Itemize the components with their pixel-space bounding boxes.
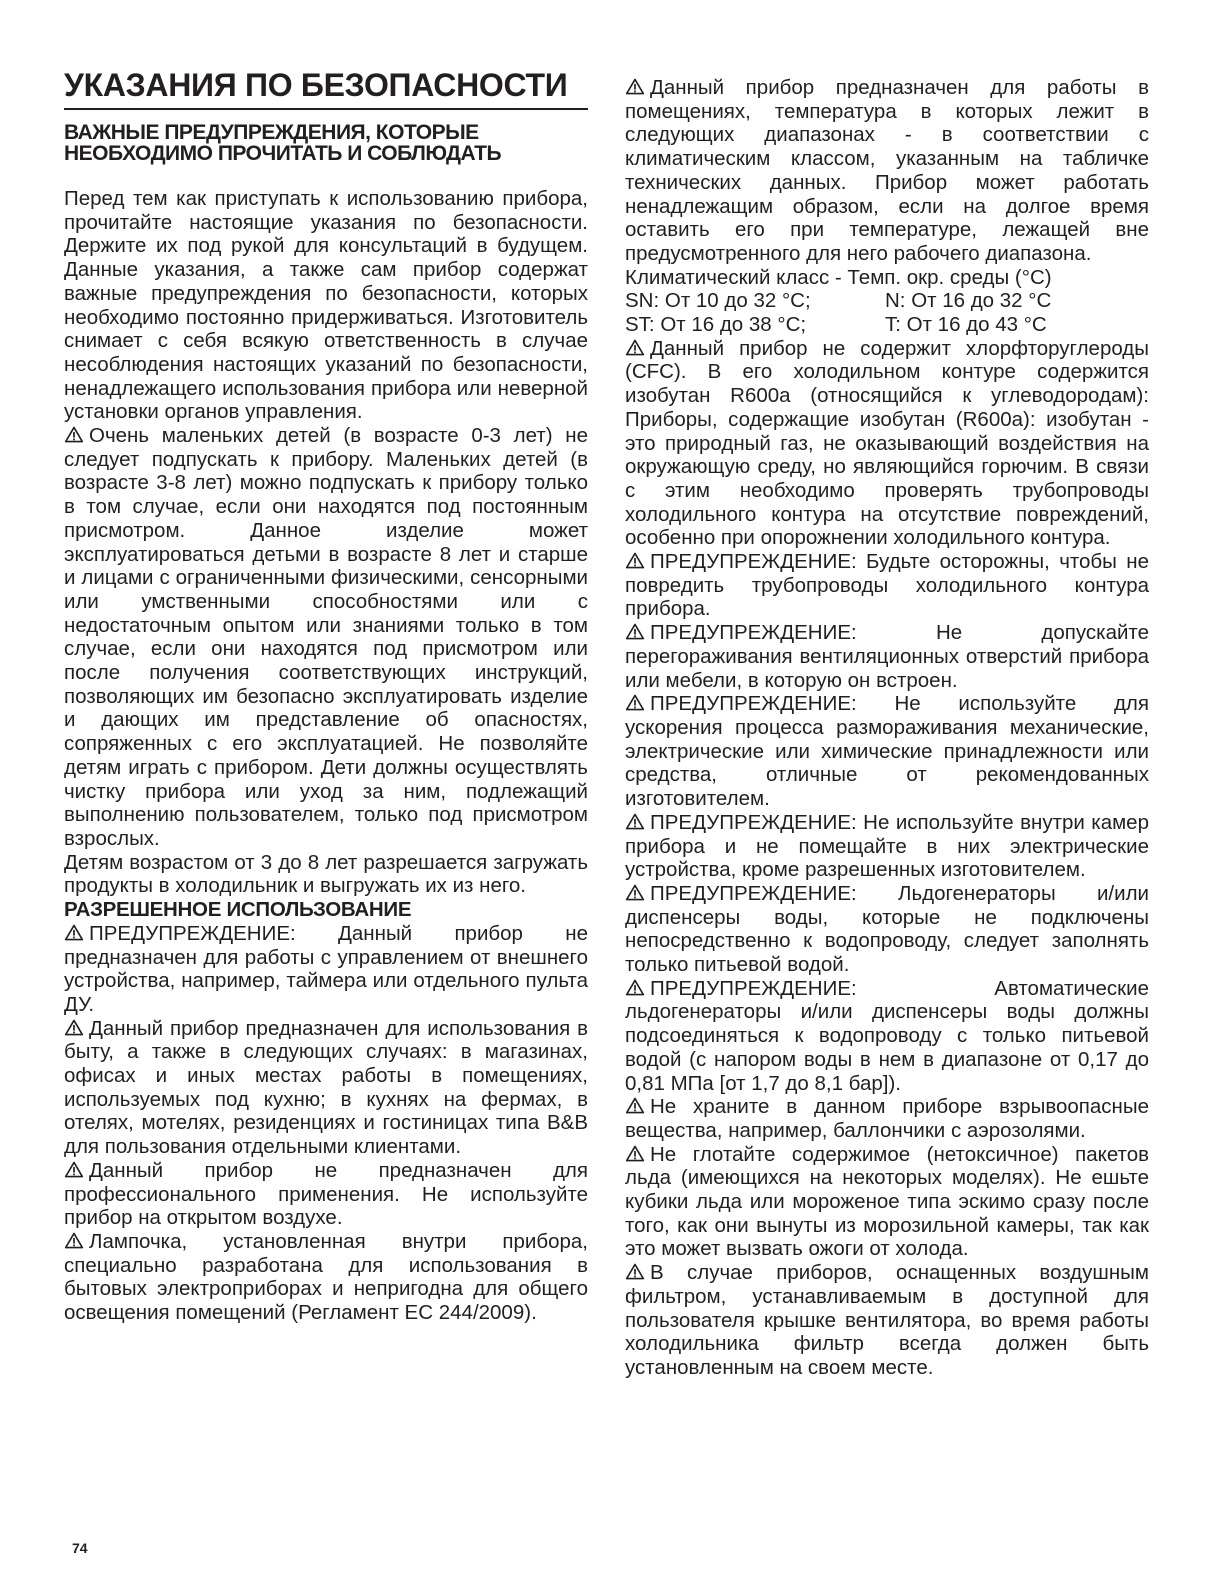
paragraph-warn-ice-makers: ПРЕДУПРЕЖДЕНИЕ: Льдогенераторы и/или диспенсеры воды, которые не подключены непосредственно к водопроводу, следует заполнять только питьевой водой. (625, 881, 1149, 977)
paragraph-warn-electric: ПРЕДУПРЕЖДЕНИЕ: Не используйте внутри камер прибора и не помещайте в них электрические устройства, кроме разрешенных изготовителем. (625, 810, 1149, 882)
paragraph-warn-vents: ПРЕДУПРЕЖДЕНИЕ: Не допускайте перегораживания вентиляционных отверстий прибора или мебели, в которую он встроен. (625, 621, 1149, 692)
warning-icon (625, 339, 645, 356)
climate-class-t: T: От 16 до 43 °C (885, 313, 1047, 337)
paragraph-household: Данный прибор предназначен для использования в быту, а также в следующих случаях: в магазинах, офисах и иных местах работы в помещениях, используемых под кухню; в кухнях на фермах, в отелях, мотелях, резиденциях и гостиницах типа B&B для пользования отдельными клиентами. (64, 1016, 588, 1159)
warning-icon (625, 1263, 645, 1280)
warning-icon (64, 1232, 84, 1249)
paragraph-children-load: Детям возрастом от 3 до 8 лет разрешается загружать продукты в холодильник и выгружать их из него. (64, 850, 588, 898)
warning-icon (625, 1097, 645, 1114)
paragraph-ice-packs: Не глотайте содержимое (нетоксичное) пакетов льда (имеющихся на некоторых моделях). Не ешьте кубики льда или мороженое типа эскимо сразу после того, как они вынуты из морозильной камеры, так как это может вызвать ожоги от холода. (625, 1142, 1149, 1261)
climate-class-header: Климатический класс - Темп. окр. среды (°C) (625, 265, 1052, 289)
climate-class-row (625, 313, 1149, 337)
paragraph-warn-timer: ПРЕДУПРЕЖДЕНИЕ: Данный прибор не предназначен для работы с управлением от внешнего устройства, например, таймера или отдельного пульта ДУ. (64, 921, 588, 1016)
climate-class-row (625, 289, 1149, 313)
warning-icon (625, 552, 645, 569)
paragraph-children: Очень маленьких детей (в возрасте 0-3 лет) не следует подпускать к прибору. Маленьких детей (в возрасте 3-8 лет) можно подпускать к прибору только в том случае, если они находятся под постоянным присмотром. Данное изделие может эксплуатироваться детьми в возрасте 8 лет и старше и лицами с ограниченными физическими, сенсорными или умственными способностями или с недостаточным опытом или знаниями только в том случае, если они находятся под присмотром или после получения соответствующих инструкций, позволяющих им безопасно эксплуатировать изделие и дающих им представление об опасностях, сопряженных с его эксплуатацией. Не позволяйте детям играть с прибором. Дети должны осуществлять чистку прибора или уход за ним, подлежащий выполнению пользователем, только под присмотром взрослых. (64, 424, 588, 850)
paragraph-warn-pipes: ПРЕДУПРЕЖДЕНИЕ: Будьте осторожны, чтобы не повредить трубопроводы холодильного контура прибора. (625, 550, 1149, 621)
page-number: 74 (72, 1540, 88, 1556)
warning-icon (625, 813, 645, 830)
warning-icon (625, 884, 645, 901)
paragraph-isobutane: Данный прибор не содержит хлорфторуглероды (CFC). В его холодильном контуре содержится изобутан R600a (относящийся к углеводородам): Приборы, содержащие изобутан (R600a): изобутан - это природный газ, не оказывающий воздействия на окружающую среду, но являющийся горючим. В связи с этим необходимо проверять трубопроводы холодильного контура на отсутствие повреждений, особенно при опорожнении холодильного контура. (625, 336, 1149, 550)
climate-class-table (625, 266, 1149, 337)
climate-class-n: N: От 16 до 32 °C (885, 289, 1052, 313)
paragraph-explosive: Не храните в данном приборе взрывоопасные вещества, например, баллончики с аэрозолями. (625, 1095, 1149, 1142)
paragraph-intro: Перед тем как приступать к использованию прибора, прочитайте настоящие указания по безопасности. Держите их под рукой для консультаций в будущем. Данные указания, а также сам прибор содержат важные предупреждения по безопасности, которых необходимо постоянно придерживаться. Изготовитель снимает с себя всякую ответственность в случае несоблюдения настоящих указаний по безопасности, ненадлежащего использования прибора или неверной установки органов управления. (64, 187, 588, 424)
paragraph-warn-auto-ice: ПРЕДУПРЕЖДЕНИЕ: Автоматические льдогенераторы и/или диспенсеры воды должны подсоединяться к водопроводу с только питьевой водой (с напором воды в нем в диапазоне от 0,17 до 0,81 МПа [от 1,7 до 8,1 бар]). (625, 976, 1149, 1095)
warning-icon (625, 979, 645, 996)
section-heading-important-warnings: ВАЖНЫЕ ПРЕДУПРЕЖДЕНИЯ, КОТОРЫЕ НЕОБХОДИМО ПРОЧИТАТЬ И СОБЛЮДАТЬ (64, 121, 502, 165)
page-title: УКАЗАНИЯ ПО БЕЗОПАСНОСТИ (64, 68, 588, 110)
right-column (625, 76, 1149, 1380)
climate-class-st: ST: От 16 до 38 °C; (625, 313, 807, 337)
left-column (64, 68, 588, 1325)
warning-icon (625, 78, 645, 95)
warning-icon (64, 924, 84, 941)
paragraph-professional: Данный прибор не предназначен для профессионального применения. Не используйте прибор на открытом воздухе. (64, 1158, 588, 1230)
warning-icon (625, 1145, 645, 1162)
warning-icon (64, 426, 84, 443)
warning-icon (64, 1019, 84, 1036)
warning-icon (625, 623, 645, 640)
warning-icon (625, 694, 645, 711)
warning-icon (64, 1161, 84, 1178)
paragraph-lamp: Лампочка, установленная внутри прибора, специально разработана для использования в бытовых электроприборах и непригодна для общего освещения помещений (Регламент ЕС 244/2009). (64, 1229, 588, 1325)
paragraph-air-filter: В случае приборов, оснащенных воздушным фильтром, устанавливаемым в доступной для пользователя крышке вентилятора, во время работы холодильника фильтр всегда должен быть установленным на своем месте. (625, 1261, 1149, 1379)
section-heading-permitted-use: РАЗРЕШЕННОЕ ИСПОЛЬЗОВАНИЕ (64, 898, 412, 922)
climate-class-sn: SN: От 10 до 32 °C; (625, 289, 811, 313)
paragraph-temperature: Данный прибор предназначен для работы в помещениях, температура в которых лежит в следующих диапазонах - в соответствии с климатическим классом, указанным на табличке технических данных. Прибор может работать ненадлежащим образом, если на долгое время оставить его при температуре, лежащей вне предусмотренного для него рабочего диапазона. (625, 76, 1149, 265)
paragraph-warn-defrost: ПРЕДУПРЕЖДЕНИЕ: Не используйте для ускорения процесса размораживания механические, электрические или химические принадлежности или средства, отличные от рекомендованных изготовителем. (625, 692, 1149, 811)
